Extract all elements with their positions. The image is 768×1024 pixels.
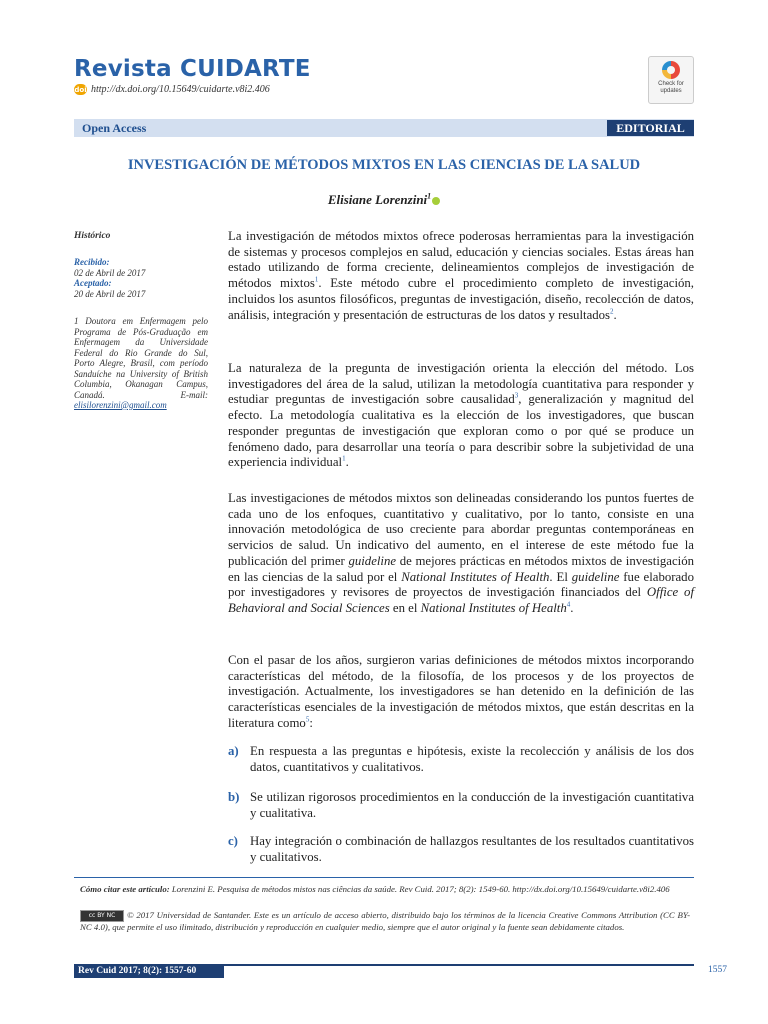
list-text: Se utilizan rigorosos procedimientos en la conducción de la investigación cuantitativa y cualitativa. <box>250 790 694 820</box>
footer-divider <box>74 877 694 878</box>
paragraph-1: La investigación de métodos mixtos ofrece poderosas herramientas para la investigación de sistemas y procesos complejos en salud, educación y ciencias sociales. Estas áreas han estado utilizando de forma creciente, delineamientos complejos de investigación de métodos mixtos$^1$. Este método cubre el procedimiento completo de investigación, incluidos los asuntos filosóficos, preguntas de investigación, diseño, recolección de datos, análisis, integración y presentación de estructuras de los datos y resultados$^2$. <box>228 229 694 322</box>
doi-icon: doi <box>74 85 87 94</box>
author-line <box>74 192 694 208</box>
journal-reference: Rev Cuid 2017; 8(2): 1557-60 <box>74 964 224 978</box>
history-heading: Histórico <box>74 231 111 241</box>
list-marker: a) <box>228 744 239 758</box>
received-label: Recibido: <box>74 257 110 267</box>
doi-link[interactable]: http://dx.doi.org/10.15649/cuidarte.v8i2.406 <box>91 84 270 95</box>
author-sup: 1 <box>427 191 432 201</box>
list-text: Hay integración o combinación de hallazgos resultantes de los resultados cuantitativos y cualitativos. <box>250 834 694 864</box>
check-updates-icon <box>662 61 680 79</box>
accepted-label: Aceptado: <box>74 278 112 288</box>
license <box>80 910 690 933</box>
list-marker: c) <box>228 834 238 848</box>
check-updates-label: Check for updates <box>658 81 684 94</box>
list-text: En respuesta a las preguntas e hipótesis, existe la recolección y análisis de los dos datos, cuantitativos y cualitativos. <box>250 744 694 774</box>
cc-license-icon[interactable]: cc BY NC <box>80 910 124 922</box>
orcid-icon[interactable] <box>432 197 440 205</box>
author-name: Elisiane Lorenzini <box>327 192 428 207</box>
journal-title: Revista CUIDARTE <box>74 56 311 82</box>
list-item <box>228 790 694 821</box>
received-date: 02 de Abril de 2017 <box>74 267 146 278</box>
citation <box>80 884 690 895</box>
page-number: 1557 <box>708 965 727 975</box>
list-item <box>228 834 694 865</box>
affiliation <box>74 316 208 411</box>
citation-label: Cómo citar este artículo: <box>80 884 170 894</box>
received-block <box>74 257 208 299</box>
paragraph-3: Las investigaciones de métodos mixtos son delineadas considerando los puntos fuertes de cada uno de los enfoques, cuantitativo y cualitativo, por lo tanto, consiste en una innovación metodológica de uso creciente para abordar preguntas contemporáneas en servicios de salud. Un indicativo del aumento, en el interese de este método fue la publicación del primer guideline de mejores prácticas en métodos mixtos de investigación en las ciencias de la salud por el National Institutes of Health. El guideline fue elaborado por investigadores y revisores de proyectos de investigación financiados del Office of Behavioral and Social Sciences en el National Institutes of Health$^4$. <box>228 491 695 615</box>
check-for-updates-badge[interactable] <box>648 56 694 104</box>
section-band <box>74 119 694 137</box>
paragraph-2: La naturaleza de la pregunta de investigación orienta la elección del método. Los investigadores del área de la salud, utilizan la metodología cuantitativa para responder y estudiar preguntas de investigación sobre causalidad$^3$, generalización y magnitud del efecto. La metodología cualitativa es la elección de los investigadores, que buscan responder preguntas de investigación que exploran como o por qué se produce un fenómeno dado, para desarrollar una teoría o para describir sobre la subjetividad de una experiencia individual$^1$. <box>228 361 695 470</box>
list-marker: b) <box>228 790 240 804</box>
citation-text: Lorenzini E. Pesquisa de métodos mistos nas ciências da saúde. Rev Cuid. 2017; 8(2): 1549-60. http://dx.doi.org/10.15649/cuidarte.v8i2.406 <box>169 884 670 894</box>
list-item <box>228 744 694 775</box>
license-text: © 2017 Universidad de Santander. Este es un artículo de acceso abierto, distribuido bajo los términos de la licencia Creative Commons Attribution (CC BY-NC 4.0), que permite el uso ilimitado, distribución y reproducción en cualquier medio, siempre que el autor original y la fuente sean debidamente citados. <box>80 910 690 932</box>
article-title: INVESTIGACIÓN DE MÉTODOS MIXTOS EN LAS CIENCIAS DE LA SALUD <box>127 157 641 173</box>
affiliation-text: 1 Doutora em Enfermagem pelo Programa de Pós-Graduação em Enfermagem da Universidade Federal do Rio Grande do Sul, Porto Alegre, Brasil, com período Sanduíche na University of British Columbia, Okanagan Campus, Canadá. E-mail: <box>74 316 208 400</box>
paragraph-4: Con el pasar de los años, surgieron varias definiciones de métodos mixtos incorporando características del método, de la filosofía, de los procesos y de los proyectos de investigación. Actualmente, los investigadores se han detenido en la definición de las características esenciales de la investigación de métodos mixtos, que están descritas en la literatura como$^5$: <box>228 653 694 730</box>
doi-row <box>74 84 270 95</box>
section-label: EDITORIAL <box>607 120 694 136</box>
accepted-date: 20 de Abril de 2017 <box>74 288 146 299</box>
open-access-label: Open Access <box>82 121 147 135</box>
email-link[interactable]: elisilorenzini@gmail.com <box>74 400 167 410</box>
